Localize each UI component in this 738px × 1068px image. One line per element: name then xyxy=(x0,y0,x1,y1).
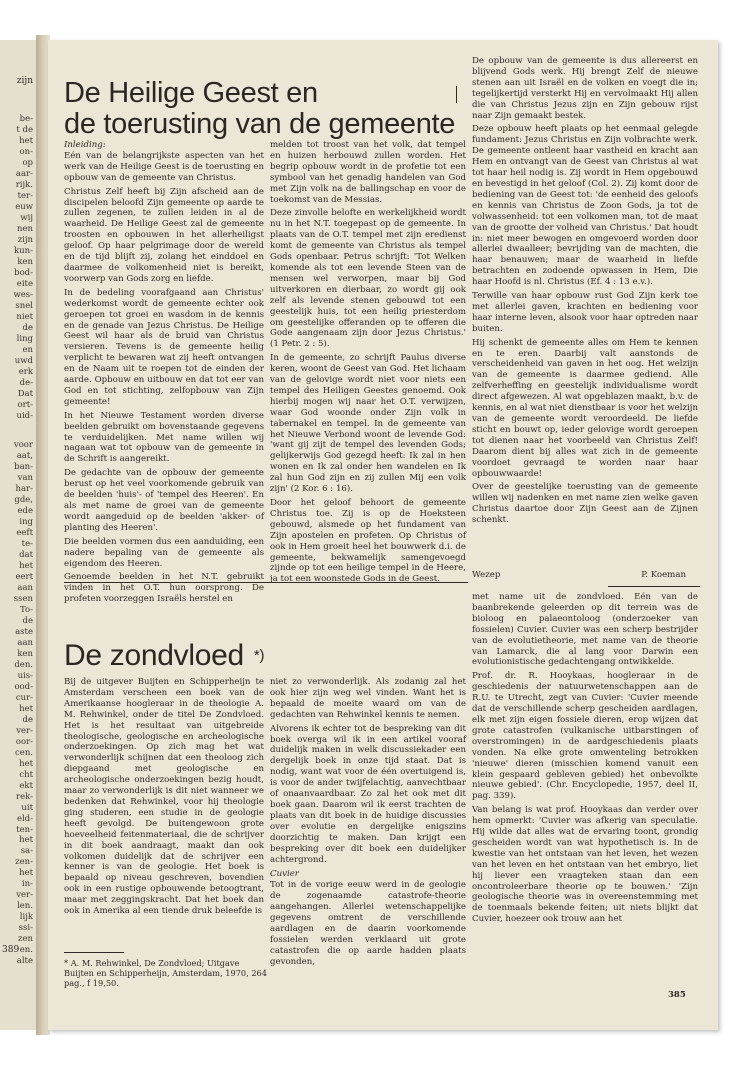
article1-column3 xyxy=(472,56,698,529)
prev-page-fragments-middle xyxy=(14,440,33,836)
article1-title-block xyxy=(64,78,464,140)
prev-page-fragment: op xyxy=(22,158,33,168)
article2-col2-paragraph: Alvorens ik echter tot de bespreking van dit boek overga wil ik in een artikel vooraf duidelijk maken in welk discussiekader een dergelijk boek in onze tijd staat. Dat is nodig, want wat voor de één overtuigend is, is voor de ander twijfelachtig, aanvechtbaar of onaanvaardbaar. Zo zal het ook met dit boek gaan. Daarom wil ik eerst trachten de plaats van dit boek in de huidige discussies over evolutie en dergelijke enigszins doorzichtig te maken. Dan krijgt een bespreking over dit boek een duidelijker achtergrond. xyxy=(270,723,466,865)
article1-col3-paragraph: Over de geestelijke toerusting van de gemeente willen wij nadenken en met name zien welke gaven Christus daartoe door Zijn Geest aan de Zijnen schenkt. xyxy=(472,482,698,526)
prev-page-fragment: ede xyxy=(17,506,33,516)
magazine-page xyxy=(48,40,718,1030)
article1-col2-paragraph: melden tot troost van het volk, dat tempel en huizen herbouwd zullen worden. Het begrip opbouw wordt in de profetie tot een symbool van het genadig handelen van God met Zijn volk na de ballingschap en voor de toekomst van de Messias. xyxy=(270,140,466,205)
prev-page-fragment: zen- xyxy=(15,857,33,867)
prev-page-fragment: uwd xyxy=(14,356,33,366)
article2-col3-paragraph: Prof. dr. R. Hooykaas, hoogleraar in de geschiedenis der natuurwetenschappen aan de R.U. te Utrecht, zegt van Cuvier: 'Cuvier meende dat de verschillende scherp gescheiden aardlagen, elk met zijn eigen fossiele dieren, erop wijzen dat grote catastrofen (vulkanische uitbarstingen of overstromingen) in de aardgeschiedenis plaats vonden. Na elke grote omwenteling betrokken 'nieuwe' dieren (misschien komend vanuit een klein gespaard gebleven gebied) het onbevolkte nieuwe gebied'. (Chr. Encyclopedie, 1957, deel II, pag. 339). xyxy=(472,671,698,802)
prev-page-fragment: te- xyxy=(21,539,33,549)
article1-col1-paragraph: In het Nieuwe Testament worden diverse beelden gebruikt om bovenstaande gegevens te verduidelijken. Met name willen wij nagaan wat tot opbouw van de gemeente in de Schrift is aangereikt. xyxy=(64,410,264,465)
prev-page-fragment: het xyxy=(19,136,33,146)
prev-page-fragment: snel xyxy=(15,301,33,311)
prev-page-fragment: aste xyxy=(15,627,33,637)
prev-page-fragment: zijn xyxy=(17,235,33,245)
prev-page-number: 389 xyxy=(2,945,20,955)
article-separator-rule xyxy=(64,582,468,583)
article1-col1-paragraph: De gedachte van de opbouw der gemeente berust op het veel voorkomende gebruik van de beelden 'huis'- of 'tempel des Heeren'. En als met name de groei van de gemeente wordt aangeduid op de beelden 'akker- of planting des Heeren'. xyxy=(64,468,264,533)
article2-title xyxy=(64,640,304,672)
article2-col1-paragraph: Bij de uitgever Buijten en Schipperheijn te Amsterdam verscheen een boek van de Amerikaanse hoogleraar in de theologie A. M. Rehwinkel, onder de titel De Zondvloed. Het is het resultaat van uitgebreide theologische, geologische en archeologische onderzoekingen. Op zich mag het wat verwonderlijk schijnen dat een theoloog zich diepgaand met geologische en archeologische onderzoekingen bezig houdt, maar zo verwonderlijk is dit niet wanneer we bedenken dat Rehwinkel, voor hij theologie ging studeren, een studie in de geologie heeft gevolgd. De buitengewoon grote hoeveelheid feitenmateriaal, die de schrijver in dit boek aandraagt, maakt dan ook volkomen duidelijk dat de schrijver een kenner is van de geologie. Het boek is bepaald op niveau geschreven, bovendien ook in een rustige opbouwende betoogtrant, maar met zeggingskracht. Dat het boek dan ook in Amerika al een tiende druk beleefde is xyxy=(64,677,264,917)
prev-page-fragment: eeft xyxy=(16,528,33,538)
prev-page-fragment: wes- xyxy=(13,290,33,300)
prev-page-fragment: har- xyxy=(15,484,33,494)
prev-page-fragment: de xyxy=(22,715,33,725)
article2-title-footnote-mark: *) xyxy=(253,647,265,664)
prev-page-fragment: ling xyxy=(16,334,33,344)
prev-page-fragment: ort- xyxy=(17,400,33,410)
article1-col3-paragraph: Hij schenkt de gemeente alles om Hem te kennen en te eren. Daarbij valt aanstonds de verscheidenheid van gaven in het oog. Het welzijn van de gemeente is daarmee gediend. Alle zelfverheffing en geestelijk individualisme wordt direct afgewezen. Al wat opgeblazen maakt, b.v. de kennis, en al wat niet dienstbaar is voor het welzijn van de gemeente wordt veroordeeld. De liefde sticht en bouwt op, ieder gelovige wordt geroepen tot dienen naar het voorbeeld van Christus Zelf! Daarom dient bij alles wat zich in de gemeente voordoet gevraagd te worden naar haar opbouwwaarde! xyxy=(472,337,698,479)
prev-page-fragment: het xyxy=(19,704,33,714)
prev-page-fragment: het xyxy=(19,561,33,571)
prev-page-fragment: nen xyxy=(17,224,33,234)
article1-title-line1: De Heilige Geest en xyxy=(64,77,318,109)
article2-col3-paragraph: Van belang is wat prof. Hooykaas dan verder over hem opmerkt: 'Cuvier was afkerig van speculatie. Hij wilde dat alles wat de ervaring toont, grondig gescheiden wordt van wat hypothetisch is. In de kwestie van het ontstaan van het leven, het wezen van het leven en het ontstaan van het embryo, liet hij liever een vraagteken staan dan een oncontroleerbare theorie op te bouwen.' 'Zijn geologische theorie was in overeenstemming met de toenmaals bekende feiten; uit niets blijkt dat Cuvier, hoezeer ook trouw aan het xyxy=(472,805,698,925)
prev-page-fragment: ten- xyxy=(16,825,33,835)
prev-page-fragment: het xyxy=(19,868,33,878)
prev-page-fragment: ssen xyxy=(13,594,33,604)
prev-page-fragment: ban- xyxy=(14,462,33,472)
prev-page-fragment: en xyxy=(22,345,33,355)
prev-page-fragment: den. xyxy=(14,660,33,670)
prev-page-fragment: uid- xyxy=(16,411,33,421)
prev-page-fragment: on- xyxy=(19,147,33,157)
article1-title-line2: de toerusting van de gemeente xyxy=(64,108,456,140)
article1-col2-paragraph: Door het geloof behoort de gemeente Christus toe. Zij is op de Hoeksteen gebouwd, alsmede op het fundament van Zijn apostelen en profeten. Op Christus of ook in Hem groeit heel het bouwwerk d.i. de gemeente, bekwamelijk samengevoegd zijnde op tot een heilige tempel in de Heere, ja tot een woonstede Gods in de Geest. xyxy=(270,498,466,585)
article1-col2-paragraph: In de gemeente, zo schrijft Paulus diverse keren, woont de Geest van God. Het lichaam van de gelovige wordt niet voor niets een tempel des Heiligen Geestes genoemd. Ook hierbij mogen wij naar het O.T. verwijzen, waar God woonde onder Zijn volk in tabernakel en tempel. In de gemeente van het Nieuwe Verbond woont de levende God: 'want gij zijt de tempel des levenden Gods; gelijkerwijs God gezegd heeft: Ik zal in hen wonen en Ik zal onder hen wandelen en Ik zal hun God zijn en zij zullen Mij een volk zijn' (2 Kor. 6 : 16). xyxy=(270,353,466,495)
article1-subheading: Inleiding: xyxy=(64,140,106,150)
article2-col2b-paragraph: Tot in de vorige eeuw werd in de geologie de zogenaamde catastrofe-theorie aangehangen. Allerlei wetenschappelijke gegevens omtrent de verschillende aardlagen en de daarin voorkomende fossielen werden verklaard uit grote catastrofen die op aarde hadden plaats gevonden, xyxy=(270,880,466,967)
article2-col3-paragraph: met name uit de zondvloed. Eén van de baanbrekende geleerden op dit terrein was de bioloog en palaeontoloog (onderzoeker van fossielen) Cuvier. Cuvier was een scherp bestrijder van de evolutietheorie, met name van de theorie van Lamarck, die al lang voor Darwin een evolutionistische gedachtengang ontwikkelde. xyxy=(472,592,698,668)
prev-page-fragment: de xyxy=(22,323,33,333)
prev-page-fragment: de xyxy=(22,616,33,626)
prev-page-fragment: aar- xyxy=(15,169,33,179)
page-number: 385 xyxy=(668,990,686,1000)
prev-page-fragment: gde, xyxy=(14,495,33,505)
article2-column1-text xyxy=(64,677,264,917)
prev-page-fragment: het xyxy=(19,835,33,845)
prev-page-fragment: ood- xyxy=(14,682,33,692)
prev-page-fragment: t de xyxy=(16,125,33,135)
prev-page-fragment: wij xyxy=(20,213,33,223)
prev-page-fragment: de- xyxy=(19,378,33,388)
prev-page-fragment: en. xyxy=(19,945,33,955)
prev-page-fragment: cen. xyxy=(15,748,33,758)
prev-page-fragment: aan xyxy=(17,638,33,648)
article1-column2-text xyxy=(270,140,466,585)
article2-title-text: De zondvloed xyxy=(64,639,244,672)
prev-page-fragment: rek- xyxy=(16,792,33,802)
article1-col1-paragraph: Die beelden vormen dus een aanduiding, een nadere bepaling van de gemeente als eigendom des Heeren. xyxy=(64,536,264,569)
prev-page-fragment: ken xyxy=(17,649,33,659)
prev-page-fragment: Dat xyxy=(17,389,33,399)
article2-subheading-cuvier: Cuvier xyxy=(270,869,299,880)
prev-page-fragment: ver- xyxy=(16,890,33,900)
prev-page-fragment: ken xyxy=(17,257,33,267)
prev-page-fragment: cht xyxy=(19,770,33,780)
article1-col3-paragraph: Deze opbouw heeft plaats op het eenmaal gelegde fundament: Jezus Christus en Zijn volbrachte werk. De gemeente ontleent haar vastheid en kracht aan Hem en ontvangt van de Geest van Christus al wat tot haar heil nodig is. Zij wordt in Hem opgebouwd en bevestigd in het geloof (Col. 2). Zij komt door de bediening van de Geest tot: 'de eenheid des geloofs en kennis van Christus de Zoon Gods, ja tot de volwassenheid: tot een volkomen man, tot de maat van de grootte der volheid van Christus.' Dat houdt in: niet meer bewogen en omgevoerd worden door allerlei dwaalleer; bevrijding van de machten, die haar benauwen; maar de waarheid in liefde betrachten en zodoende opwassen in Hem, Die haar Hoofd is nl. Christus (Ef. 4 : 13 e.v.). xyxy=(472,124,698,288)
article1-col3-paragraph: De opbouw van de gemeente is dus allereerst en blijvend Gods werk. Hij brengt Zelf de nieuwe stenen aan uit Israël en de volken en voegt die in; tegelijkertijd versterkt Hij en vervolmaakt Hij allen die van Christus Jezus zijn en Zijn gebouw rijst naar Zijn gemaakt bestek. xyxy=(472,56,698,121)
article1-column1 xyxy=(64,140,264,608)
article2-column2-text-after-subheading xyxy=(270,880,466,967)
prev-page-fragment: rijk. xyxy=(15,180,33,190)
prev-page-fragment: van xyxy=(17,473,33,483)
prev-page-fragment: lijk xyxy=(19,912,33,922)
article1-col2-paragraph: Deze zinvolle belofte en werkelijkheid wordt nu in het N.T. toegepast op de gemeente. In plaats van de O.T. tempel met zijn eredienst komt de gemeente van Christus als tempel Gods openbaar. Petrus schrijft: 'Tot Welken komende als tot een levende Steen van de mensen wel verworpen, maar bij God uitverkoren en dierbaar, zo wordt gij ook zelf als levende stenen gebouwd tot een geestelijk huis, tot een heilig priesterdom om geestelijke offeranden op te offeren die Gode aangenaam zijn door Jezus Christus.' (1 Petr. 2 : 5). xyxy=(270,208,466,350)
article2-column2 xyxy=(270,677,466,971)
article2-col2-paragraph: niet zo verwonderlijk. Als zodanig zal het ook hier zijn weg wel vinden. Want het is bepaald de moeite waard om van de gedachten van Rehwinkel kennis te nemen. xyxy=(270,677,466,720)
article2-column3 xyxy=(472,592,698,928)
prev-page-fragment: niet xyxy=(16,312,33,322)
prev-page-fragment: be- xyxy=(19,114,33,124)
article2-footnote: * A. M. Rehwinkel, De Zondvloed; Uitgave Buijten en Schipperheijn, Amsterdam, 1970, 264 pag., f 19,50. xyxy=(64,958,267,988)
footnote-rule xyxy=(64,952,124,953)
title-bar-mark xyxy=(456,86,457,103)
article2-column3-text xyxy=(472,592,698,925)
article1-author: P. Koeman xyxy=(641,570,686,580)
article2-column1 xyxy=(64,677,264,920)
prev-page-fragment: aat, xyxy=(16,451,33,461)
prev-page-fragment: uit xyxy=(21,803,33,813)
prev-page-fragment: zen xyxy=(18,934,33,944)
prev-page-fragment: voor xyxy=(13,440,33,450)
prev-page-fragment: euw xyxy=(15,202,33,212)
article1-place: Wezep xyxy=(472,570,501,580)
prev-page-fragment: ver- xyxy=(16,726,33,736)
article1-col1-paragraph: Eén van de belangrijkste aspecten van het werk van de Heilige Geest is de toerusting en opbouw van de gemeente van Christus. xyxy=(64,150,264,183)
prev-page-fragment: dat xyxy=(19,550,33,560)
prev-page-fragments-top xyxy=(13,114,33,422)
article1-column3-text xyxy=(472,56,698,526)
prev-page-fragment: oor- xyxy=(15,737,33,747)
article1-column1-text xyxy=(64,151,264,605)
article1-col1-paragraph: Christus Zelf heeft bij Zijn afscheid aan de discipelen beloofd Zijn gemeente op aarde te zullen zegenen, te zullen leiden in al de waarheid. De Heilige Geest zal de gemeente troosten en opbouwen in het allerheiligst geloof. Op haar pelgrimage door de wereld en de tijd blijft zij, zolang het einddoel en daarmee de volkomenheid niet is bereikt, voorwerp van Gods zorg en liefde. xyxy=(64,186,264,284)
prev-page-fragment: alte xyxy=(16,956,33,966)
article1-signature xyxy=(472,570,698,581)
article1-col3-paragraph: Terwille van haar opbouw rust God Zijn kerk toe met allerlei gaven, krachten en bediening voor haar interne leven, alsook voor haar optreden naar buiten. xyxy=(472,291,698,334)
prev-page-fragment: kun- xyxy=(14,246,33,256)
article2-column2-text xyxy=(270,677,466,865)
article1-col1-paragraph: In de bedeling voorafgaand aan Christus' wederkomst wordt de gemeente echter ook geroepen tot groei en wasdom in de kennis en de genade van Jezus Christus. De Heilige Geest wil haar als de bruid van Christus versieren. Tevens is de gemeente heilig verplicht te bewaren wat zij heeft ontvangen en de Naam uit te roepen tot de einden der aarde. Opbouw en uitbouw en dat tot eer van God en tot stichting, zelfopbouw van Zijn gemeente! xyxy=(64,287,264,407)
prev-page-fragment: eld- xyxy=(16,814,33,824)
article1-title xyxy=(64,78,464,140)
prev-page-top-word: zijn xyxy=(16,76,33,86)
article1-column2 xyxy=(270,140,466,588)
prev-page-fragment: in- xyxy=(21,879,33,889)
previous-page-strip xyxy=(0,40,36,1030)
prev-page-fragment: ekt xyxy=(19,781,33,791)
prev-page-fragment: To- xyxy=(20,605,33,615)
prev-page-fragment: ter- xyxy=(17,191,33,201)
prev-page-fragment: ssi- xyxy=(18,923,33,933)
prev-page-fragment: cur- xyxy=(15,693,33,703)
article1-col1-paragraph: Genoemde beelden in het N.T. gebruikt vinden in het O.T. hun oorsprong. De profeten voorzeggen Israëls herstel en xyxy=(64,572,264,605)
prev-page-fragment: eite xyxy=(16,279,33,289)
prev-page-fragment: bod- xyxy=(14,268,33,278)
article2-title-block xyxy=(64,640,304,672)
prev-page-fragment: erk xyxy=(18,367,33,377)
article-separator-rule-right xyxy=(608,586,700,587)
prev-page-fragment: het xyxy=(19,759,33,769)
prev-page-fragment: len. xyxy=(17,901,33,911)
prev-page-fragment: eert xyxy=(15,572,33,582)
prev-page-fragment: uis- xyxy=(17,671,33,681)
prev-page-fragment: aan xyxy=(17,583,33,593)
prev-page-fragment: sa- xyxy=(20,846,33,856)
prev-page-fragment: ing xyxy=(19,517,33,527)
